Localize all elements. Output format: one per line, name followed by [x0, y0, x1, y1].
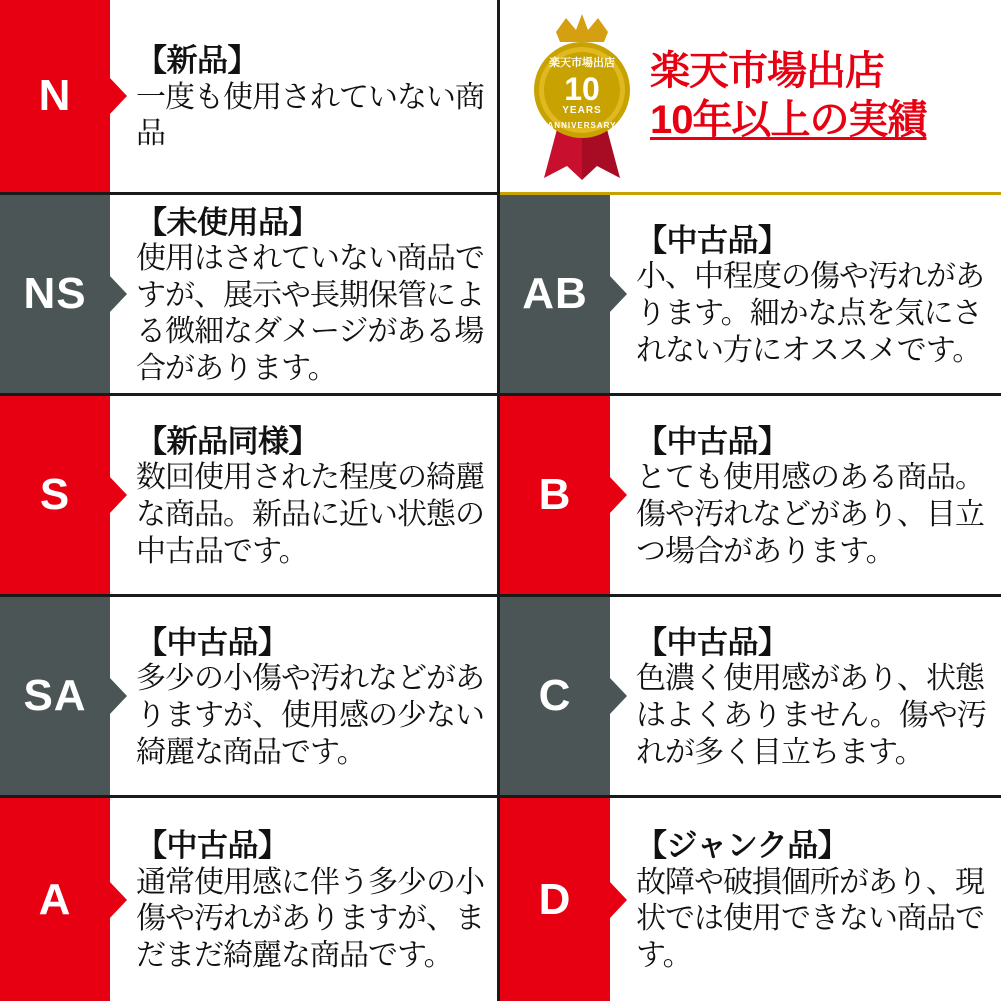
rank-text-c: [610, 597, 1001, 795]
rank-desc-ab: 小、中程度の傷や汚れがあります。細かな点を気にされない方にオススメです。: [636, 260, 984, 367]
rank-title-a: 【中古品】: [136, 828, 289, 864]
rank-title-ns: 【未使用品】: [136, 204, 319, 240]
arrow-notch-icon: [109, 476, 127, 514]
rank-desc-d: 故障や破損個所があり、現状では使用できない商品です。: [636, 865, 984, 973]
rank-cell-ns: [0, 195, 500, 396]
rank-text-s: [110, 396, 497, 594]
rank-text-ab: [610, 195, 1001, 393]
promo-line-2: 10年以上の実績: [650, 98, 927, 142]
rank-cell-b: [500, 396, 1001, 597]
rank-desc-a: 通常使用感に伴う多少の小傷や汚れがありますが、まだまだ綺麗な商品です。: [136, 865, 484, 973]
rank-code-a: A: [38, 874, 72, 924]
rank-cell-ab: [500, 195, 1001, 396]
rank-text-a: [110, 798, 497, 1001]
rank-title-b: 【中古品】: [636, 423, 789, 459]
rank-cell-sa: [0, 597, 500, 798]
rank-code-c: C: [538, 671, 572, 720]
rank-badge-d: [500, 798, 610, 1001]
rank-cell-a: [0, 798, 500, 1001]
rank-title-n: 【新品】: [136, 43, 258, 79]
promo-text: [650, 47, 1001, 145]
rank-badge-ns: [0, 195, 110, 393]
rank-code-n: N: [38, 71, 72, 120]
arrow-notch-icon: [109, 881, 127, 919]
rank-desc-b: とても使用感のある商品。傷や汚れなどがあり、目立つ場合があります。: [636, 461, 984, 568]
arrow-notch-icon: [109, 275, 127, 313]
rank-text-b: [610, 396, 1001, 594]
rank-desc-sa: 多少の小傷や汚れなどがありますが、使用感の少ない綺麗な商品です。: [136, 662, 484, 769]
rank-cell-s: [0, 396, 500, 597]
rank-cell-d: [500, 798, 1001, 1001]
arrow-notch-icon: [609, 275, 627, 313]
rank-title-d: 【ジャンク品】: [636, 828, 849, 864]
rank-code-s: S: [39, 470, 71, 519]
rank-code-ns: NS: [23, 269, 87, 318]
rank-code-d: D: [538, 874, 572, 924]
promo-banner: [500, 0, 1001, 195]
rank-desc-n: 一度も使用されていない商品: [136, 80, 484, 151]
arrow-notch-icon: [609, 476, 627, 514]
rank-badge-a: [0, 798, 110, 1001]
gold-medal-10-years-icon: [500, 8, 650, 184]
rank-badge-s: [0, 396, 110, 594]
rank-desc-s: 数回使用された程度の綺麗な商品。新品に近い状態の中古品です。: [136, 461, 484, 568]
svg-text:ANNIVERSARY: ANNIVERSARY: [547, 121, 617, 130]
rank-code-b: B: [538, 470, 572, 519]
rank-title-ab: 【中古品】: [636, 222, 789, 258]
rank-title-c: 【中古品】: [636, 624, 789, 660]
rank-badge-c: [500, 597, 610, 795]
svg-text:YEARS: YEARS: [562, 105, 602, 116]
rank-text-n: [110, 0, 497, 192]
rank-desc-c: 色濃く使用感があり、状態はよくありません。傷や汚れが多く目立ちます。: [636, 662, 986, 769]
rank-title-s: 【新品同様】: [136, 423, 319, 459]
arrow-notch-icon: [109, 677, 127, 715]
rank-cell-c: [500, 597, 1001, 798]
arrow-notch-icon: [609, 881, 627, 919]
rank-text-sa: [110, 597, 497, 795]
arrow-notch-icon: [109, 77, 127, 115]
rank-badge-ab: [500, 195, 610, 393]
rank-title-sa: 【中古品】: [136, 624, 289, 660]
rank-badge-sa: [0, 597, 110, 795]
rank-badge-b: [500, 396, 610, 594]
rank-text-ns: [110, 195, 497, 393]
rank-code-sa: SA: [23, 671, 87, 720]
rank-badge-n: [0, 0, 110, 192]
rank-desc-ns: 使用はされていない商品ですが、展示や長期保管による微細なダメージがある場合があります。: [136, 242, 484, 385]
arrow-notch-icon: [609, 677, 627, 715]
rank-code-ab: AB: [522, 269, 588, 318]
promo-line-1: 楽天市場出店: [650, 49, 884, 94]
svg-text:10: 10: [564, 71, 600, 107]
svg-text:楽天市場出店: 楽天市場出店: [549, 57, 615, 69]
rank-cell-n: [0, 0, 500, 195]
rank-text-d: [610, 798, 1001, 1001]
